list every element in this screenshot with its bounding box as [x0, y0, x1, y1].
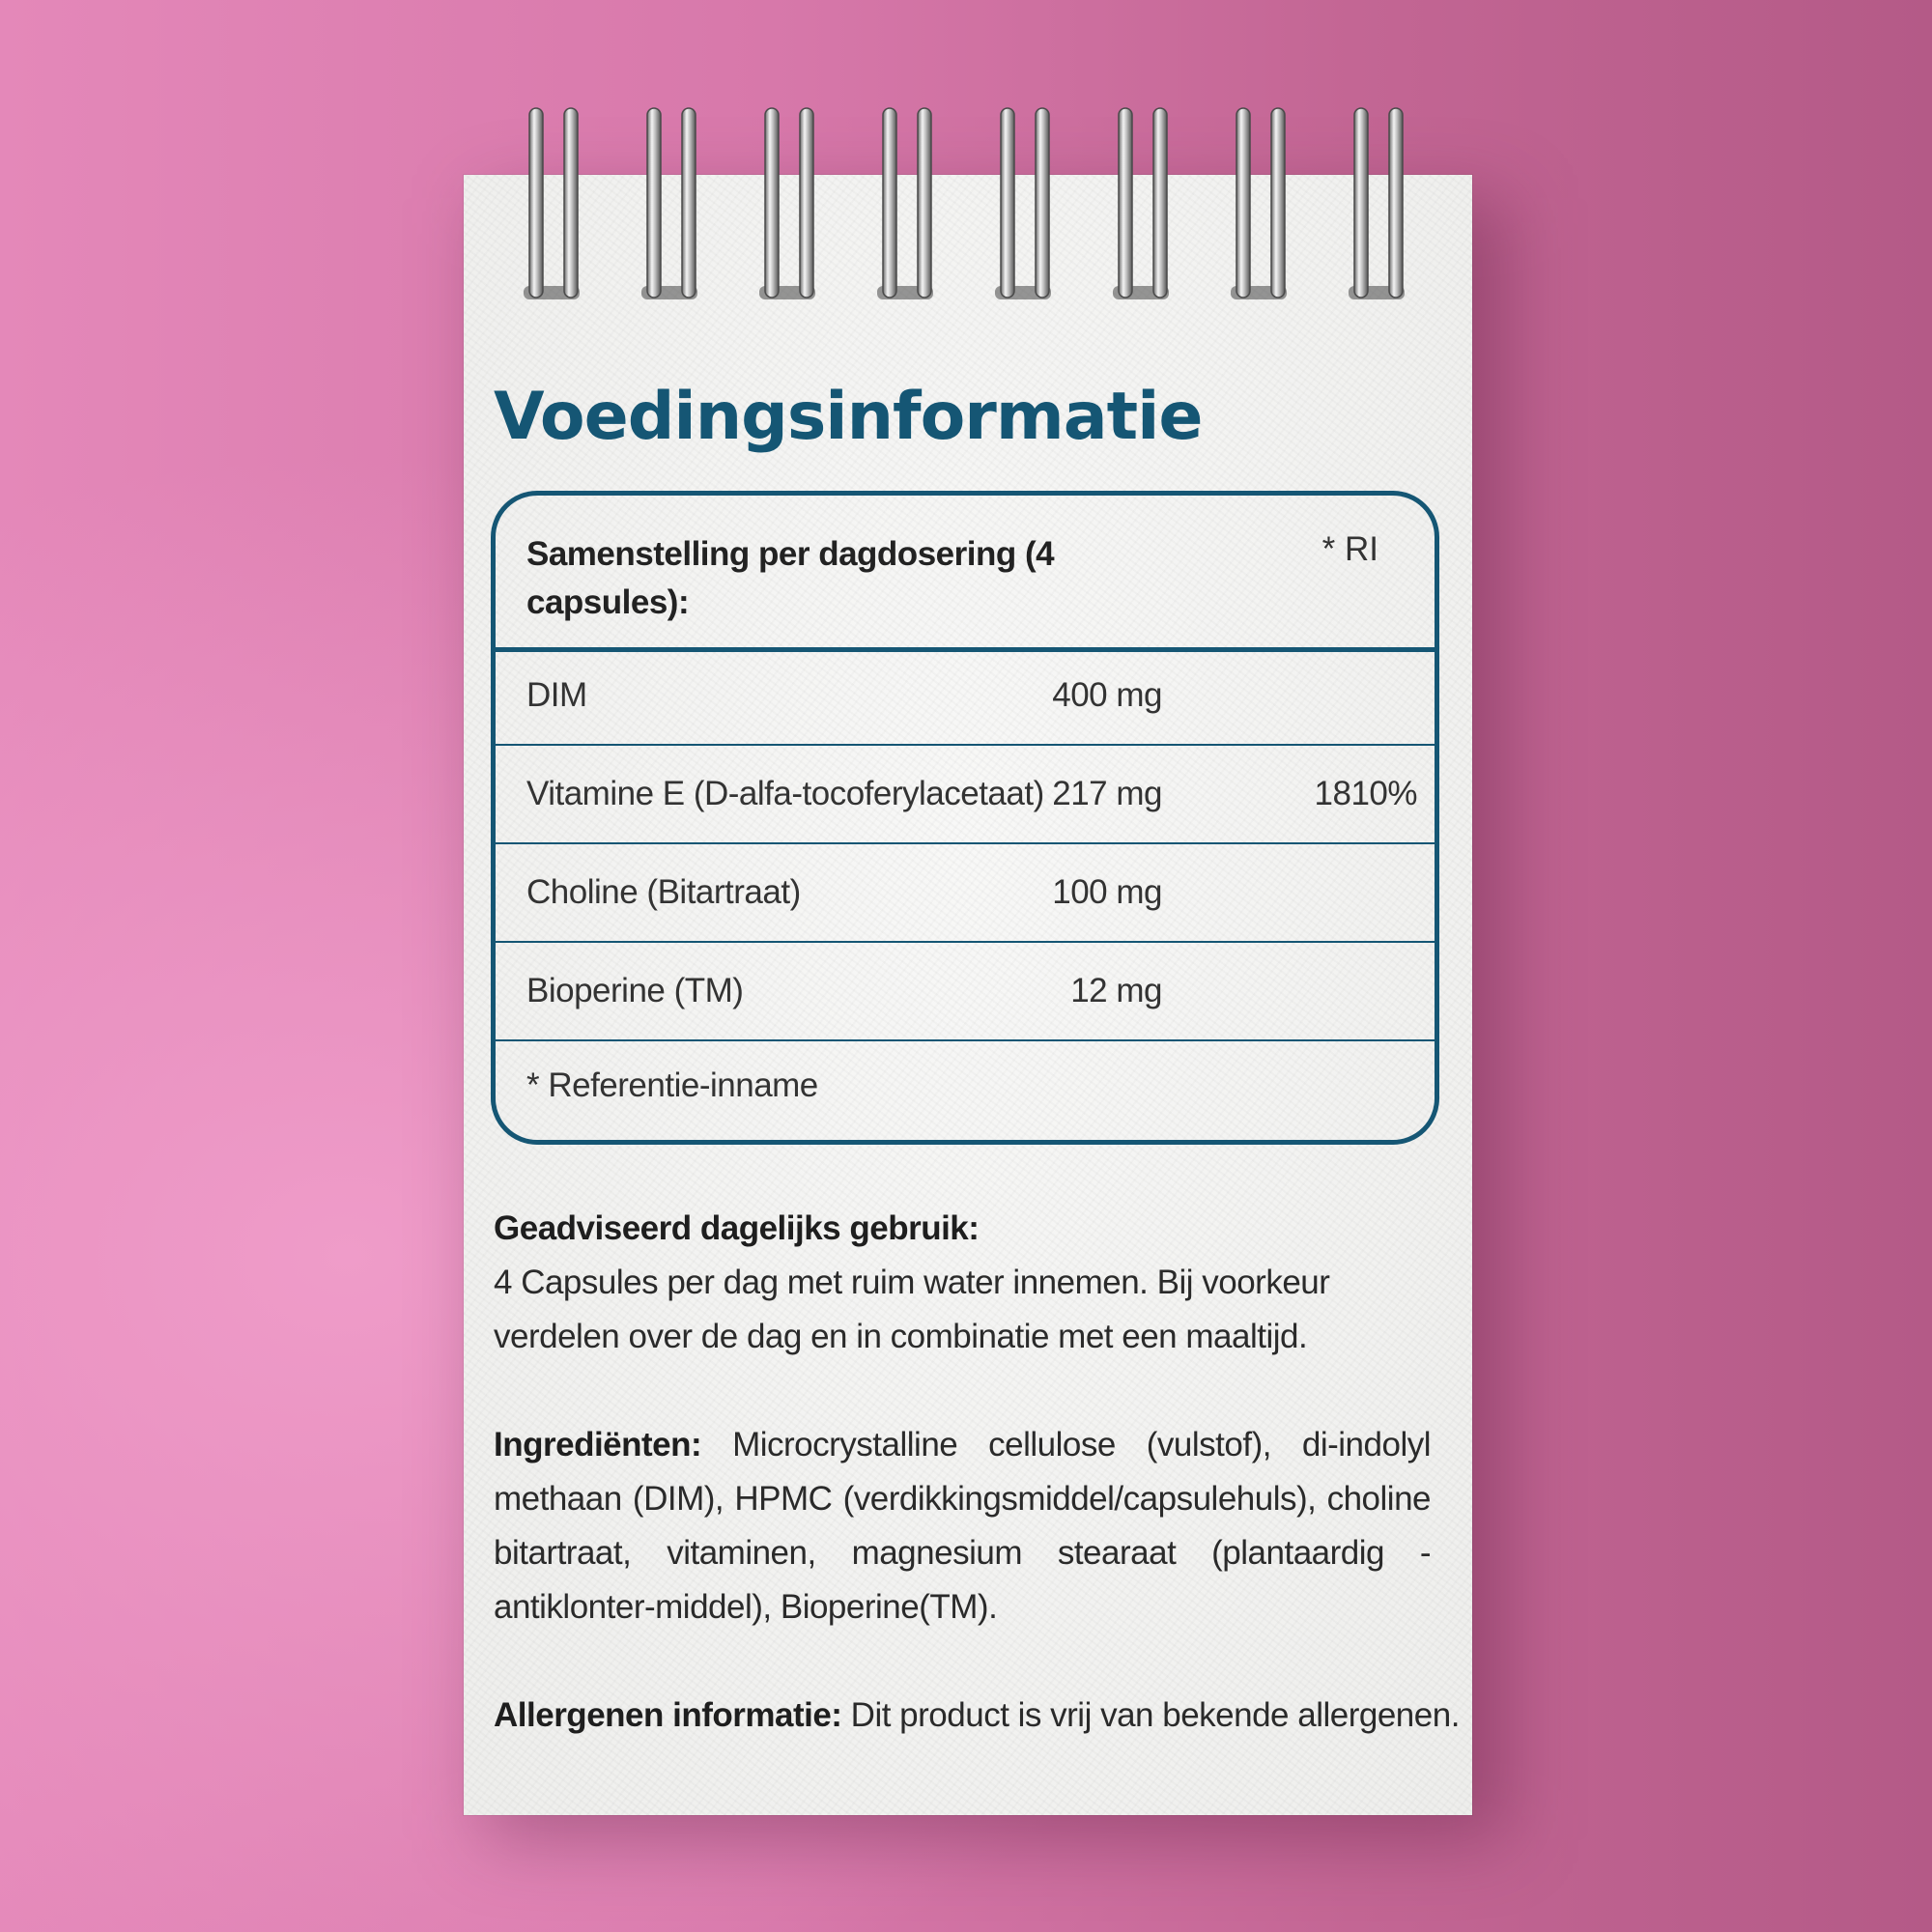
spiral-ring	[1271, 108, 1285, 298]
nutrient-name: Vitamine E (D-alfa-tocoferylacetaat)	[526, 775, 1044, 812]
table-header-label: Samenstelling per dagdosering (4 capsules):	[526, 535, 1055, 621]
spiral-ring	[800, 108, 813, 298]
spiral-ring	[883, 108, 896, 298]
table-header	[496, 496, 1435, 652]
table-row	[496, 647, 1435, 746]
spiral-ring	[529, 108, 543, 298]
table-row	[496, 844, 1435, 943]
spiral-ring	[765, 108, 779, 298]
allergens-section	[494, 1689, 1460, 1743]
spiral-ring	[564, 108, 578, 298]
nutrient-amount: 12 mg	[1070, 972, 1162, 1009]
nutrient-ri: 1810%	[1314, 775, 1417, 812]
ingredients-text: Microcrystalline cellulose (vulstof), di-indolyl methaan (DIM), HPMC (verdikkingsmiddel/capsulehuls), choline bitartraat, vitaminen, magnesium stearaat (plantaardig - antiklonter-middel), Bioperine(TM).	[494, 1426, 1431, 1626]
spiral-binding	[464, 97, 1472, 319]
spiral-ring	[1389, 108, 1403, 298]
usage-section	[494, 1202, 1431, 1364]
table-row	[496, 746, 1435, 844]
usage-text: 4 Capsules per dag met ruim water innemen. Bij voorkeur verdelen over de dag en in combinatie met een maaltijd.	[494, 1264, 1330, 1355]
usage-heading: Geadviseerd dagelijks gebruik:	[494, 1209, 980, 1247]
nutrient-amount: 100 mg	[1052, 873, 1162, 911]
spiral-ring	[682, 108, 696, 298]
nutrient-amount: 217 mg	[1052, 775, 1162, 812]
page-title: Voedingsinformatie	[494, 379, 1203, 455]
nutrient-amount: 400 mg	[1052, 676, 1162, 714]
spiral-ring	[1354, 108, 1368, 298]
spiral-ring	[1001, 108, 1014, 298]
ingredients-heading: Ingrediënten:	[494, 1426, 733, 1463]
nutrient-name: Bioperine (TM)	[526, 972, 744, 1009]
spiral-ring	[1036, 108, 1049, 298]
spiral-ring	[647, 108, 661, 298]
table-header-ri: * RI	[1321, 530, 1378, 568]
nutrient-name: Choline (Bitartraat)	[526, 873, 801, 911]
nutrient-name: DIM	[526, 676, 587, 714]
table-footnote: * Referentie-inname	[526, 1066, 818, 1104]
allergens-text: Dit product is vrij van bekende allergenen.	[850, 1696, 1460, 1734]
allergens-heading: Allergenen informatie:	[494, 1696, 851, 1734]
spiral-rings	[464, 97, 1472, 319]
spiral-ring	[918, 108, 931, 298]
ingredients-section	[494, 1418, 1431, 1634]
nutrition-table	[491, 491, 1439, 1145]
spiral-ring	[1236, 108, 1250, 298]
spiral-ring	[1153, 108, 1167, 298]
spiral-ring	[1119, 108, 1132, 298]
table-row	[496, 943, 1435, 1041]
